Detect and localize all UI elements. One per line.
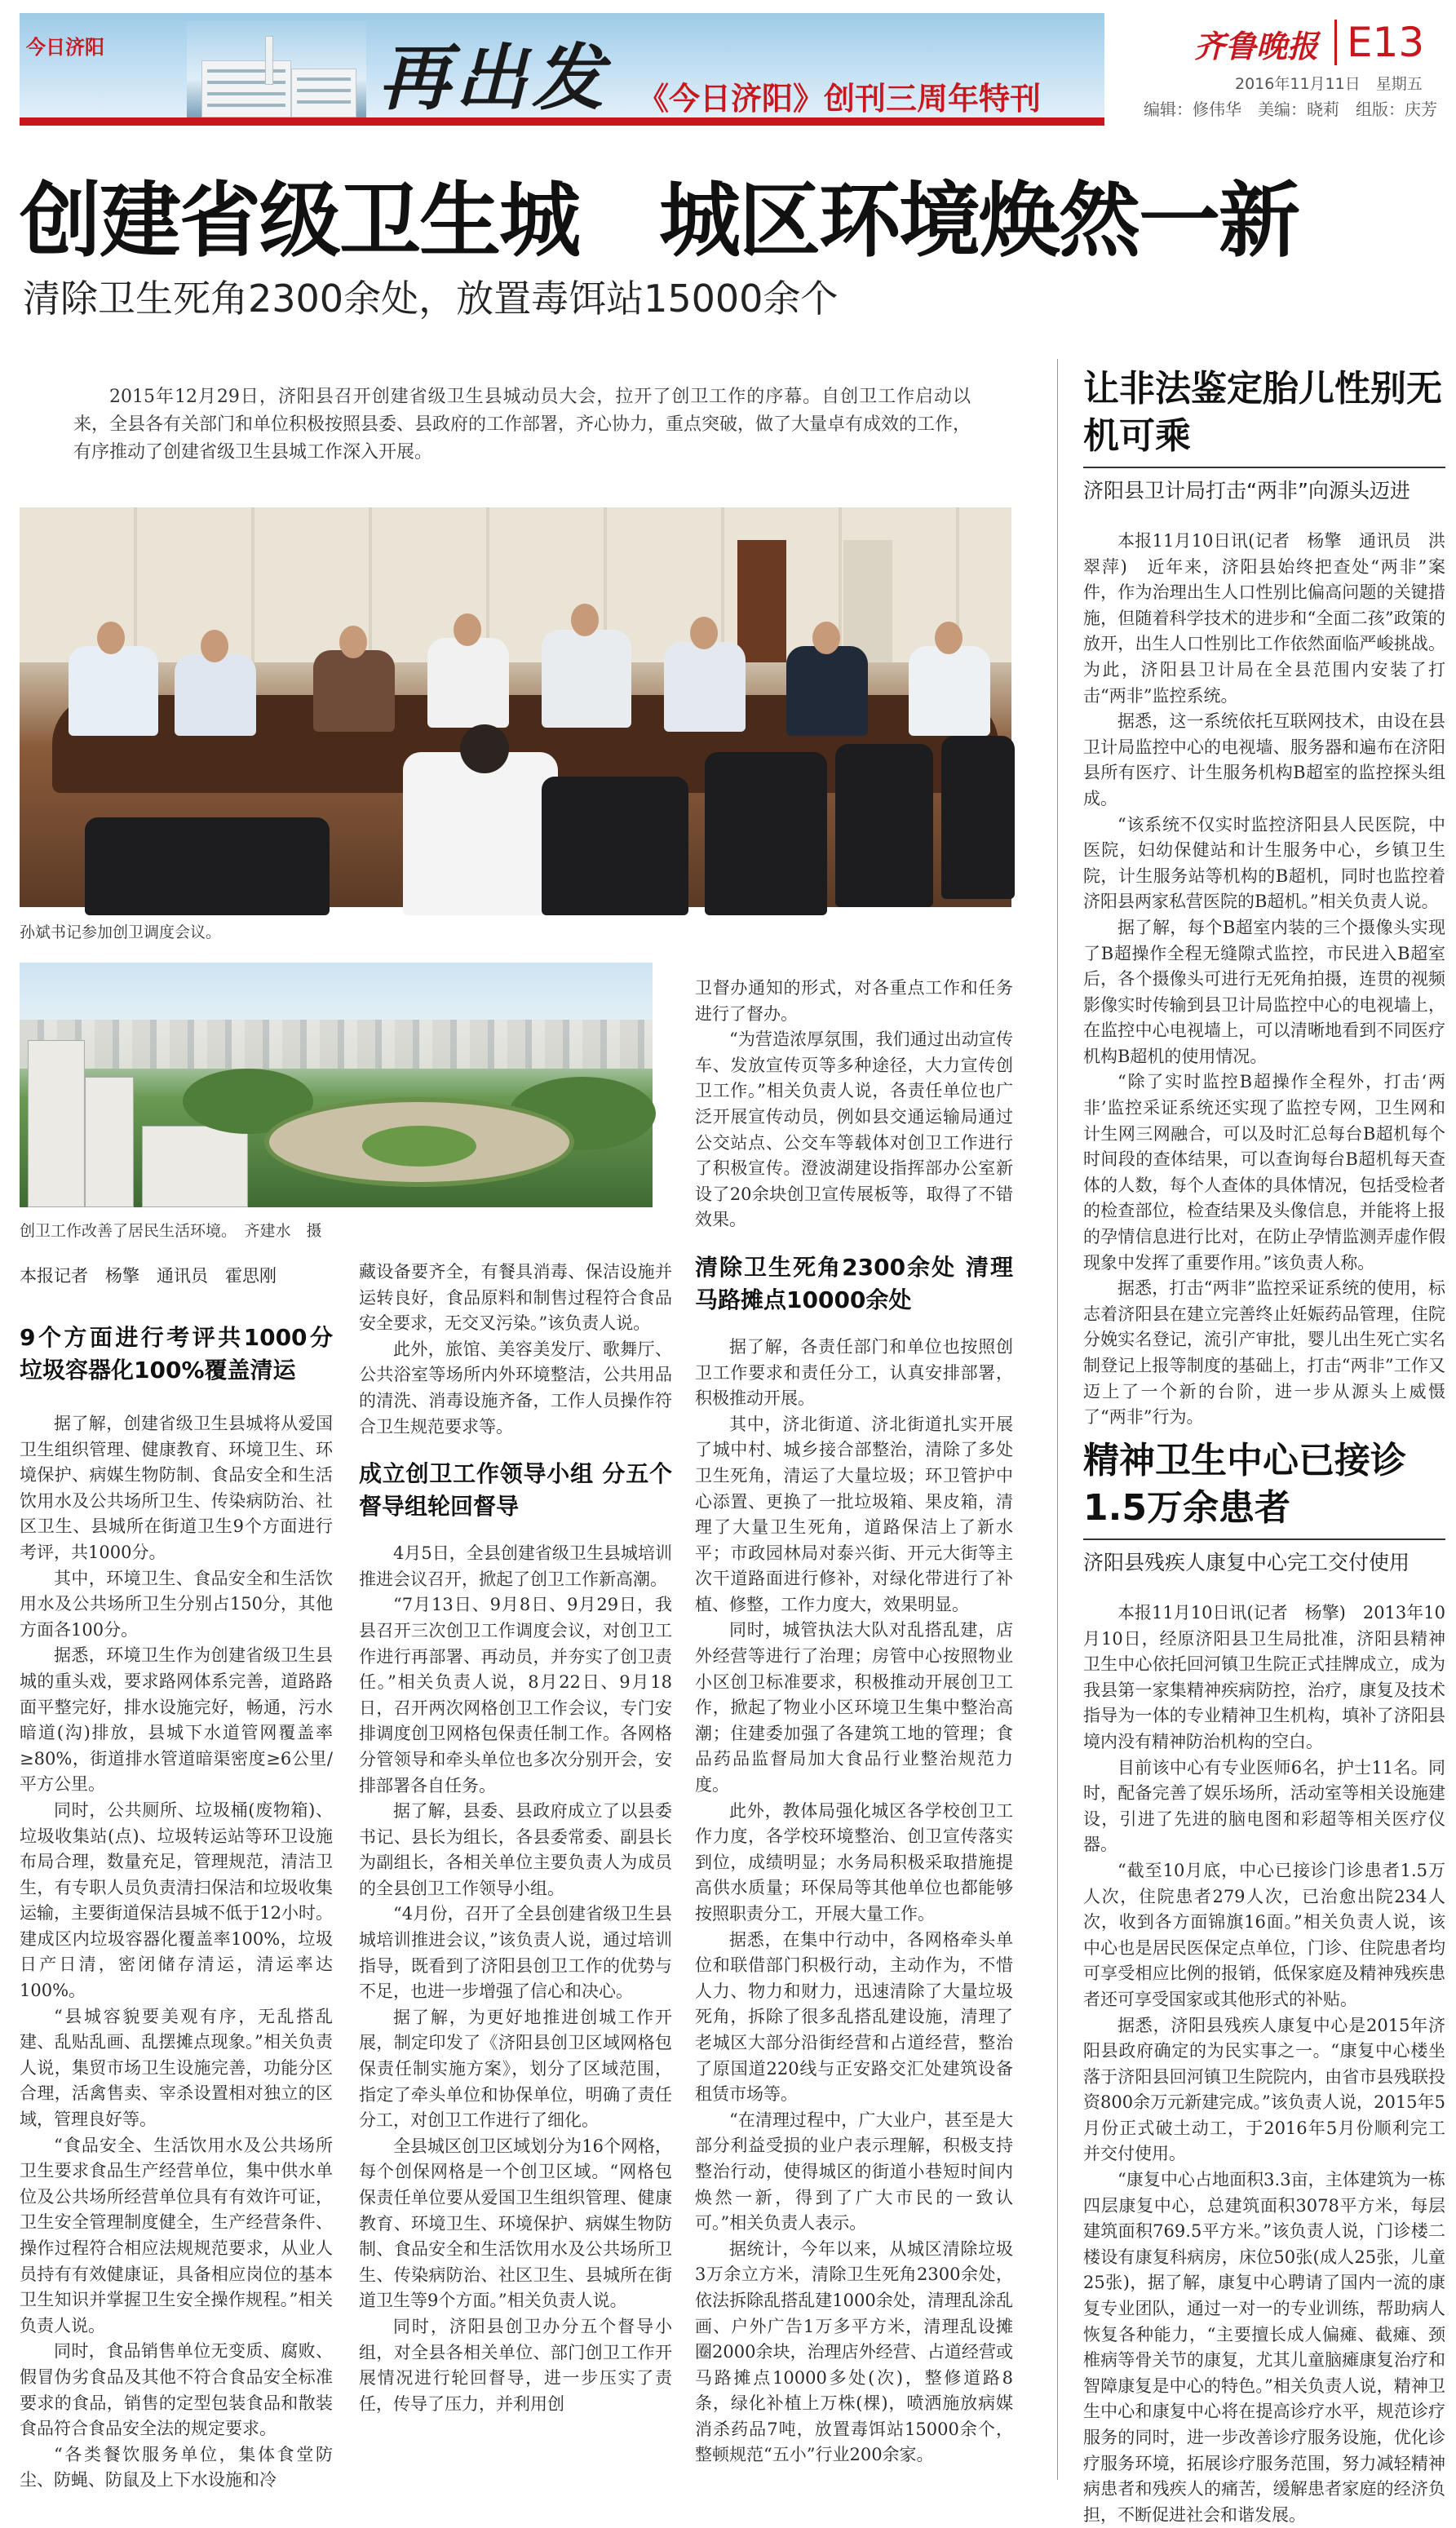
participant <box>542 630 631 728</box>
column-divider <box>1057 359 1058 2480</box>
editors-credit: 编辑：修伟华 美编：晓莉 组版：庆芳 <box>1144 100 1437 119</box>
side-article-1-headline: 让非法鉴定胎儿性别无机可乘 <box>1083 368 1442 457</box>
participant <box>786 646 868 736</box>
side-article-2-subheadline: 济阳县残疾人康复中心完工交付使用 <box>1083 1538 1445 1576</box>
col2-paragraph: 据了解，县委、县政府成立了以县委书记、县长为组长，各县委常委、副县长为副组长，各相关单位主要负责人为成员的全县创卫工作领导小组。 <box>359 1801 672 1898</box>
col3-paragraph: 据悉，在集中行动中，各网格牵头单位和联借部门积极行动，主动作为，不惜人力、物力和财力，迅速清除了大量垃圾死角，拆除了很多乱搭乱建设施，清理了老城区大部分沿街经营和占道经营，整治了原国道220线与正安路交汇处建筑设备租赁市场等。 <box>695 1929 1013 2105</box>
side-article-2-paragraph: “截至10月底，中心已接诊门诊患者1.5万人次，住院患者279人次，已治愈出院234人次，收到各方面锦旗16面。”相关负责人说，该中心也是居民医保定点单位，门诊、住院患者均可享受相应比例的报销，低保家庭及精神残疾患者还可享受国家或其他形式的补贴。 <box>1083 1860 1445 2009</box>
col2-paragraph: “4月份，召开了全县创建省级卫生县城培训推进会议，”该负责人说，通过培训指导，既看到了济阳县创卫工作的优势与不足，也进一步增强了信心和决心。 <box>359 1904 672 2002</box>
col2-paragraph: 4月5日，全县创建省级卫生县城培训推进会议召开，掀起了创卫工作新高潮。 <box>359 1543 672 1589</box>
col3-paragraph: 据了解，各责任部门和单位也按照创卫工作要求和责任分工，认真安排部署，积极推动开展。 <box>695 1336 1013 1409</box>
special-issue-title: 再出发 <box>378 35 609 120</box>
col1-paragraph: 其中，环境卫生、食品安全和生活饮用水及公共场所卫生分别占150分，其他方面各100分。 <box>20 1568 333 1640</box>
main-subheadline: 清除卫生死角2300余处，放置毒饵站15000余个 <box>23 277 839 321</box>
main-byline: 本报记者 杨擎 通讯员 霍思刚 <box>20 1266 277 1286</box>
lead-paragraph: 2015年12月29日，济阳县召开创建省级卫生县城动员大会，拉开了创卫工作的序幕。自创卫工作启动以来，全县各有关部门和单位积极按照县委、县政府的工作部署，齐心协力，重点突破，做了大量卓有成效的工作，有序推动了创建省级卫生县城工作深入开展。 <box>73 387 971 463</box>
side-article-1-paragraph: “除了实时监控B超操作全程外，打击‘两非’监控采证系统还实现了监控专网，卫生网和计生网三网融合，可以及时汇总每台B超机每个时间段的查体结果，可以查询每台B超机每天查体的人数，每个人查体的具体情况，包括受检者的检查部位，检查结果及头像信息，并能将上报的孕情信息进行比对，在防止孕情监测弄虚作假现象中发挥了重要作用。”该负责人称。 <box>1083 1072 1445 1273</box>
col3-paragraph: 此外，教体局强化城区各学校创卫工作力度，各学校环境整治、创卫宣传落实到位，成绩明显；水务局积极采取措施提高供水质量；环保局等其他单位也都能够按照职责分工，开展大量工作。 <box>695 1800 1013 1924</box>
participant-head <box>571 604 599 636</box>
main-headline: 创建省级卫生城 城区环境焕然一新 <box>20 173 1299 268</box>
city-building <box>28 1040 85 1207</box>
tree-cluster <box>362 1126 476 1167</box>
side-article-2-paragraph: 据悉，济阳县残疾人康复中心是2015年济阳县政府确定的为民实事之一。“康复中心楼坐落于济阳县回河镇卫生院院内，由省市县残联投资800余万元新建完成。”该负责人说，2015年5月份正式破土动工，于2016年5月份顺利完工并交付使用。 <box>1083 2015 1445 2164</box>
participant-head <box>460 724 509 773</box>
special-issue-subtitle: 《今日济阳》创刊三周年特刊 <box>638 81 1042 117</box>
participant-head <box>935 622 963 654</box>
body-column-2 <box>359 1260 672 2417</box>
col1-paragraph: “各类餐饮服务单位，集体食堂防尘、防蝇、防鼠及上下水设施和冷 <box>20 2444 333 2490</box>
section-heading-2: 成立创卫工作领导小组 分五个督导组轮回督导 <box>359 1460 672 1521</box>
meeting-room-cabinet <box>843 540 892 662</box>
side-article-1-subheadline: 济阳县卫计局打击“两非”向源头迈进 <box>1083 467 1445 504</box>
participant <box>313 650 395 732</box>
participant-head <box>690 617 718 649</box>
side-article-1-paragraph: 据悉，打击“两非”监控采证系统的使用，标志着济阳县在建立完善终止妊娠药品管理，住院分娩实名登记，流引产审批，婴儿出生死亡实名制登记上报等制度的基础上，打击“两非”工作又迈上了一个新的台阶，进一步从源头上威慑了“两非”行为。 <box>1083 1278 1445 1428</box>
col2-paragraph: 同时，济阳县创卫办分五个督导小组，对全县各相关单位、部门创卫工作开展情况进行轮回督导，进一步压实了责任，传导了压力，并利用创 <box>359 2316 672 2414</box>
col3-paragraph: “为营造浓厚氛围，我们通过出动宣传车、发放宣传页等多种途径，大力宣传创卫工作。”相关负责人说，各责任单位也广泛开展宣传动员，例如县交通运输局通过公交站点、公交车等载体对创卫工作进行了积极宣传。澄波湖建设指挥部办公室新设了20余块创卫宣传展板等，取得了不错效果。 <box>695 1029 1013 1230</box>
meeting-photo <box>20 507 1011 907</box>
col3-paragraph: “在清理过程中，广大业户，甚至是大部分利益受损的业户表示理解，积极支持整治行动，使得城区的街道小巷短时间内焕然一新，得到了广大市民的一致认可。”相关负责人表示。 <box>695 2110 1013 2234</box>
header-building-photo <box>187 21 366 117</box>
city-building <box>142 1126 248 1207</box>
newspaper-name: 齐鲁晚报 <box>1194 28 1319 64</box>
chair <box>705 752 827 915</box>
col2-paragraph: 藏设备要齐全，有餐具消毒、保洁设施并运转良好，食品原料和制售过程符合食品安全要求，无交叉污染。”该负责人说。 <box>359 1262 672 1334</box>
issue-date: 2016年11月11日 星期五 <box>1235 75 1423 93</box>
section-tag: 今日济阳 <box>26 36 104 59</box>
col3-paragraph: 据统计，今年以来，从城区清除垃圾3万余立方米，清除卫生死角2300余处，依法拆除乱搭乱建1000余处，清理乱涂乱画、户外广告1万多平方米，清理乱设摊圈2000余块，治理店外经营、占道经营或马路摊点10000多处(次)，整修道路8条，绿化补植上万株(棵)，喷洒施放病媒消杀药品7吨，放置毒饵站15000余个，整顿规范“五小”行业200余家。 <box>695 2238 1013 2465</box>
col3-paragraph: 同时，城管执法大队对乱搭乱建，店外经营等进行了治理；房管中心按照物业小区创卫标准要求，积极推动开展创卫工作，掀起了物业小区环境卫生集中整治高潮；住建委加强了各建筑工地的管理；食品药品监督局加大食品行业整治规范力度。 <box>695 1620 1013 1795</box>
page-number: E13 <box>1334 20 1424 65</box>
participant-head <box>97 622 125 654</box>
body-column-3 <box>695 976 1013 2468</box>
participant-front <box>403 752 558 915</box>
city-photo <box>20 963 653 1207</box>
col1-paragraph: 据悉，环境卫生作为创建省级卫生县城的重头戏，要求路网体系完善，道路路面平整完好，排水设施完好，畅通，污水暗道(沟)排放，县城下水道管网覆盖率≥80%，街道排水管道暗渠密度≥6公里/平方公里。 <box>20 1645 333 1795</box>
side-article-2-headline: 精神卫生中心已接诊1.5万余患者 <box>1083 1440 1406 1529</box>
col2-paragraph: 此外，旅馆、美容美发厅、歌舞厅、公共浴室等场所内外环境整洁，公共用品的清洗、消毒设施齐备，工作人员操作符合卫生规范要求等。 <box>359 1339 672 1437</box>
participant-head <box>812 622 840 654</box>
col1-paragraph: 同时，公共厕所、垃圾桶(废物箱)、垃圾收集站(点)、垃圾转运站等环卫设施布局合理，数量充足，管理规范，清洁卫生，有专职人员负责清扫保洁和垃圾收集运输，主要街道保洁县城不低于12小时。建成区内垃圾容器化覆盖率100%，垃圾日产日清，密闭储存清运，清运率达100%。 <box>20 1800 333 2001</box>
col2-paragraph: “7月13日、9月8日、9月29日，我县召开三次创卫工作调度会议，对创卫工作进行再部署、再动员，并夯实了创卫责任。”相关负责人说，8月22日、9月18日，召开两次网格创卫工作会议，专门安排调度创卫网格包保责任制工作。各网格分管领导和牵头单位也多次分别开会，安排部署各自任务。 <box>359 1595 672 1795</box>
side-article-1-paragraph: “该系统不仅实时监控济阳县人民医院，中医院，妇幼保健站和计生服务中心，乡镇卫生院，计生服务站等机构的B超机，同时也监控着济阳县两家私营医院的B超机。”相关负责人说。 <box>1083 814 1445 912</box>
body-column-1 <box>20 1322 333 2494</box>
section-heading-3: 清除卫生死角2300余处 清理马路摊点10000余处 <box>695 1253 1013 1313</box>
chair <box>542 777 688 915</box>
meeting-room-door <box>737 540 786 662</box>
page-header <box>20 13 1445 129</box>
participant <box>664 642 746 732</box>
side-article-1-body <box>1083 529 1445 1431</box>
meeting-photo-caption: 孙斌书记参加创卫调度会议。 <box>20 923 222 941</box>
col2-paragraph: 全县城区创卫区域划分为16个网格，每个创保网格是一个创卫区域。“网格包保责任单位要从爱国卫生组织管理、健康教育、环境卫生、环境保护、病媒生物防制、食品安全和生活饮用水及公共场所卫生、传染病防治、社区卫生、县城所在街道卫生等9个方面。”相关负责人说。 <box>359 2136 672 2311</box>
side-article-1-paragraph: 据了解，每个B超室内装的三个摄像头实现了B超操作全程无缝隙式监控，市民进入B超室后，各个摄像头可进行无死角拍摄，连贯的视频影像实时传输到县卫计局监控中心的电视墙上，在监控中心电视墙上，可以清晰地看到不同医疗机构B超机的使用情况。 <box>1083 917 1445 1066</box>
col3-paragraph: 其中，济北街道、济北街道扎实开展了城中村、城乡接合部整治，清除了多处卫生死角，清运了大量垃圾；环卫管护中心添置、更换了一批垃圾箱、果皮箱，清理了大量卫生死角，道路保洁上了新水平；市政园林局对泰兴街、开元大街等主次干道路面进行修补，对绿化带进行了补植、修整，工作力度大，效果明显。 <box>695 1414 1013 1614</box>
side-article-1-paragraph: 本报11月10日讯(记者 杨擎 通讯员 洪翠萍) 近年来，济阳县始终把查处“两非”案件，作为治理出生人口性别比偏高问题的关键措施，但随着科学技术的进步和“全面二孩”政策的放开，出生人口性别比工作依然面临严峻挑战。为此，济阳县卫计局在全县范围内安装了打击“两非”监控系统。 <box>1083 531 1445 706</box>
side-article-1 <box>1083 365 1445 1431</box>
participant <box>175 654 256 736</box>
chair <box>85 817 330 915</box>
side-article-2-paragraph: 本报11月10日讯(记者 杨擎) 2013年10月10日，经原济阳县卫生局批准，济阳县精神卫生中心依托回河镇卫生院正式挂牌成立，成为我县第一家集精神疾病防控，治疗，康复及技术指导为一体的专业精神卫生机构，填补了济阳县境内没有精神防治机构的空白。 <box>1083 1603 1445 1751</box>
city-photo-caption: 创卫工作改善了居民生活环境。 齐建水 摄 <box>20 1222 322 1240</box>
chair <box>835 744 933 907</box>
participant-head <box>201 630 228 662</box>
side-article-2-body <box>1083 1600 1445 2528</box>
col3-paragraph: 卫督办通知的形式，对各重点工作和任务进行了督办。 <box>695 978 1013 1024</box>
participant-head <box>339 626 367 658</box>
city-skyline <box>20 1020 653 1069</box>
header-building-right <box>291 69 356 117</box>
col1-paragraph: “食品安全、生活饮用水及公共场所卫生要求食品生产经营单位，集中供水单位及公共场所经营单位具有有效许可证，卫生安全管理制度健全，生产经营条件、操作过程符合相应法规规范要求，从业人员持有有效健康证，具备相应岗位的基本卫生知识并掌握卫生安全操作规程。”相关负责人说。 <box>20 2135 333 2335</box>
side-article-1-paragraph: 据悉，这一系统依托互联网技术，由设在县卫计局监控中心的电视墙、服务器和遍布在济阳县所有医疗、计生服务机构B超室的监控探头组成。 <box>1083 711 1445 808</box>
section-heading-1: 9个方面进行考评共1000分 垃圾容器化100%覆盖清运 <box>20 1324 333 1384</box>
participant <box>69 646 158 736</box>
col1-paragraph: 同时，食品销售单位无变质、腐败、假冒伪劣食品及其他不符合食品安全标准要求的食品，销售的定型包装食品和散装食品符合食品安全法的规定要求。 <box>20 2341 333 2439</box>
header-tower <box>265 36 273 85</box>
col2-paragraph: 据了解，为更好地推进创城工作开展，制定印发了《济阳县创卫区域网格包保责任制实施方案》，划分了区域范围，指定了牵头单位和协保单位，明确了责任分工，对创卫工作进行了细化。 <box>359 2007 672 2131</box>
participant-head <box>454 613 481 646</box>
header-building-left <box>201 60 291 117</box>
side-article-2-paragraph: “康复中心占地面积3.3亩，主体建筑为一栋四层康复中心，总建筑面积3078平方米，每层建筑面积769.5平方米。”该负责人说，门诊楼二楼设有康复科病房，床位50张(成人25张，儿童25张)，据了解，康复中心聘请了国内一流的康复专业团队，通过一对一的专业训练，帮助病人恢复各种能力，“主要擅长成人偏瘫、截瘫、颈椎病等骨关节的康复，尤其儿童脑瘫康复治疗和智障康复是中心的特色。”相关负责人说，精神卫生中心和康复中心将在提高诊疗水平，规范诊疗服务的同时，进一步改善诊疗服务设施，优化诊疗服务环境，拓展诊疗服务范围，努力减轻精神病患者和残疾人的痛苦，缓解患者家庭的经济负担，不断促进社会和谐发展。 <box>1083 2170 1445 2525</box>
chair <box>941 736 1015 899</box>
city-building <box>85 1077 134 1207</box>
participant <box>909 646 990 736</box>
side-article-2-paragraph: 目前该中心有专业医师6名，护士11名。同时，配备完善了娱乐场所，活动室等相关设施建设，引进了先进的脑电图和彩超等相关医疗仪器。 <box>1083 1757 1445 1855</box>
side-article-2 <box>1083 1437 1445 2528</box>
col1-paragraph: “县城容貌要美观有序，无乱搭乱建、乱贴乱画、乱摆摊点现象。”相关负责人说，集贸市场卫生设施完善，功能分区合理，活禽售卖、宰杀设置相对独立的区域，管理良好等。 <box>20 2006 333 2130</box>
col1-paragraph: 据了解，创建省级卫生县城将从爱国卫生组织管理、健康教育、环境卫生、环境保护、病媒生物防制、食品安全和生活饮用水及公共场所卫生、传染病防治、社区卫生、县城所在街道卫生9个方面进行考评，共1000分。 <box>20 1414 333 1562</box>
participant <box>427 638 509 728</box>
